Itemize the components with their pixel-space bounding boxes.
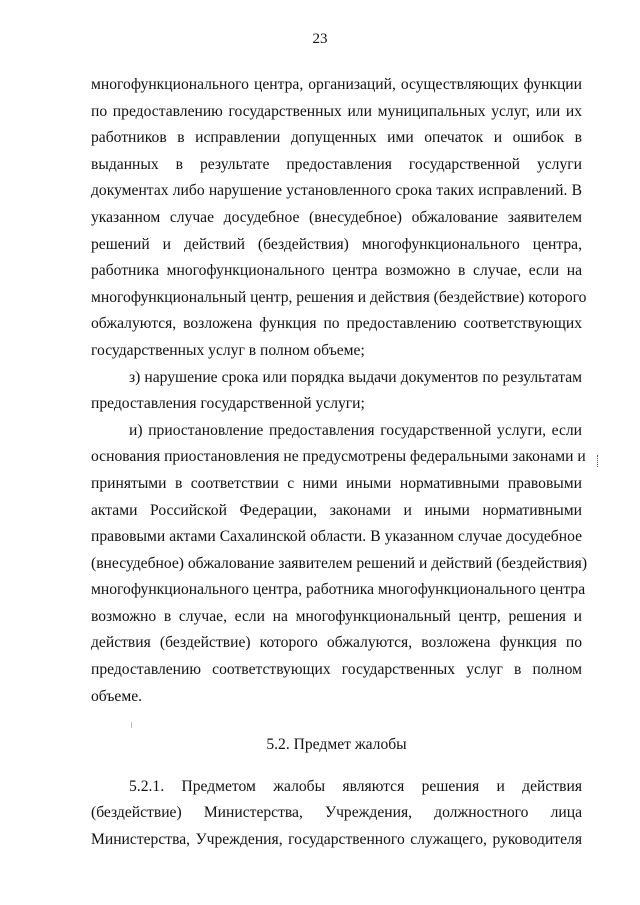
text-line: предоставления государственной услуги; — [91, 395, 365, 413]
text-line: многофункционального центра, организаций, осуществляющих функции — [91, 76, 582, 93]
text-line: возможно в случае, если на многофункциональный центр, решения и — [91, 607, 582, 625]
text-line: актами Российской Федерации, законами и иными нормативными — [91, 501, 582, 519]
text-line: принятыми в соответствии с ними иными нормативными правовыми — [91, 474, 582, 492]
text-line: (бездействие) Министерства, Учреждения, должностного лица — [91, 804, 582, 822]
text-line: основания приостановления не предусмотрены федеральными законами и — [91, 448, 586, 466]
text-line: объеме. — [91, 687, 143, 705]
section-heading: 5.2. Предмет жалобы — [266, 736, 407, 754]
text-line: государственных услуг в полном объеме; — [91, 341, 365, 359]
text-line: по предоставлению государственных или муниципальных услуг, или их — [91, 102, 582, 120]
text-line: работников в исправлении допущенных ими опечаток и ошибок в — [91, 129, 582, 147]
text-line: работника многофункционального центра возможно в случае, если на — [91, 262, 582, 280]
paragraph-5-2-1 — [91, 774, 582, 854]
text-line: указанном случае досудебное (внесудебное) обжалование заявителем — [91, 208, 582, 226]
text-line: обжалуются, возложена функция по предоставлению соответствующих — [91, 315, 582, 333]
paragraph-item-i — [91, 418, 588, 711]
text-line: Министерства, Учреждения, государственного служащего, руководителя — [91, 831, 582, 849]
scan-artifact — [131, 722, 132, 728]
paragraph-continuation — [91, 72, 587, 365]
text-line: решений и действий (бездействия) многофункционального центра, — [91, 235, 582, 253]
document-body — [91, 72, 588, 854]
text-line: предоставлению соответствующих государственных услуг в полном — [91, 661, 582, 679]
text-line: выданных в результате предоставления государственной услуги — [91, 155, 582, 173]
text-line: и) приостановление предоставления государственной услуги, если — [129, 421, 582, 439]
text-line: многофункциональный центр, решения и действия (бездействие) которого — [91, 288, 587, 306]
text-line: 5.2.1. Предметом жалобы являются решения и действия — [129, 777, 582, 795]
text-line: многофункционального центра, работника многофункционального центра — [91, 581, 586, 599]
text-line: документах либо нарушение установленного срока таких исправлений. В — [91, 182, 582, 200]
text-line: правовыми актами Сахалинской области. В указанном случае досудебное — [91, 528, 582, 546]
page-number: 23 — [312, 31, 328, 47]
paragraph-item-z — [91, 365, 582, 418]
text-line: з) нарушение срока или порядка выдачи документов по результатам — [129, 368, 582, 386]
text-line: (внесудебное) обжалование заявителем решений и действий (бездействия) — [91, 554, 588, 572]
scan-artifact — [597, 455, 600, 467]
text-line: действия (бездействие) которого обжалуются, возложена функция по — [91, 634, 582, 652]
